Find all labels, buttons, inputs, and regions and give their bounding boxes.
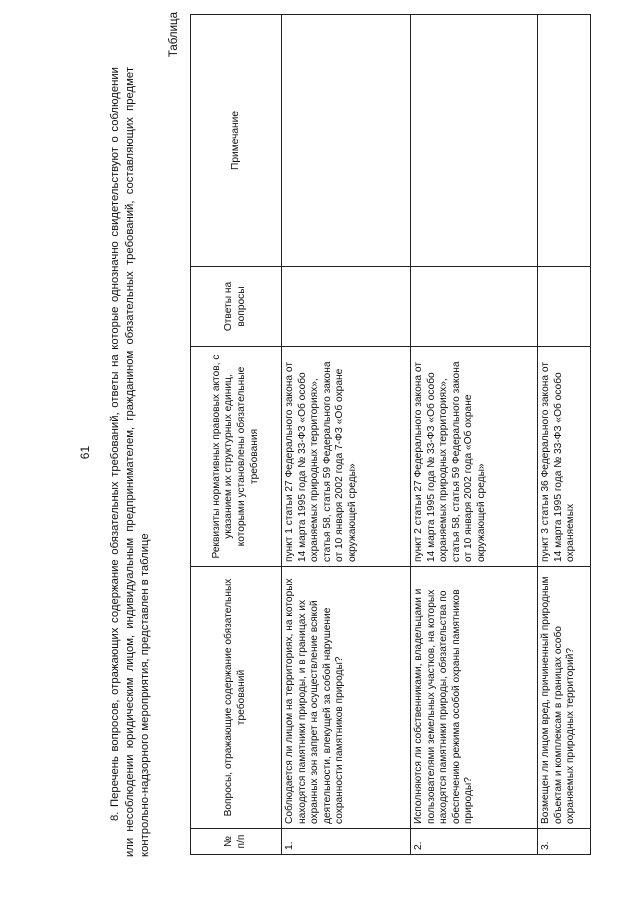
row-question: Исполняются ли собственниками, владельцами и пользователями земельных участков, на которых находятся памятники природы, обязательства по обеспечению режима особой охраны памятников природы? (411, 567, 538, 829)
row-acts: пункт 2 статьи 27 Федерального закона от 14 марта 1995 года № 33-ФЗ «Об особо охраняемых природных территориях», статья 58, статья 59 Федерального закона от 10 января 2002 года «Об охране окружающей среды» (411, 347, 538, 567)
table-row (282, 15, 411, 855)
header-acts: Реквизиты нормативных правовых актов, с указанием их структурных единиц, которыми установлены обязательные требования (191, 347, 282, 567)
table-row (538, 15, 591, 855)
row-answer[interactable] (282, 267, 411, 347)
row-note[interactable] (538, 15, 591, 267)
table-header-row (191, 15, 282, 855)
page-number: 61 (78, 445, 92, 460)
row-acts: пункт 3 статьи 36 Федерального закона от 14 марта 1995 года № 33-ФЗ «Об особо охраняемых (538, 347, 591, 567)
intro-text: 8. Перечень вопросов, отражающих содержание обязательных требований, ответы на которые однозначно свидетельствуют о соблюдении или несоблюдении юридическим лицом, индивидуальным предпринимателем, гражданином обязательных требований, составляющих предмет контрольно-надзорного мероприятия, представлен в таблице (109, 67, 151, 857)
header-answer: Ответы на вопросы (191, 267, 282, 347)
intro-paragraph (108, 67, 153, 857)
row-acts: пункт 1 статьи 27 Федерального закона от 14 марта 1995 года № 33-ФЗ «Об особо охраняемых природных территориях», статья 58, статья 59 Федерального закона от 10 января 2002 года 7-ФЗ «Об охране окружающей среды» (282, 347, 411, 567)
row-question: Возмещен ли лицом вред, причиненный природным объектам и комплексам в границах особо охраняемых природных территорий? (538, 567, 591, 829)
requirements-table (190, 14, 591, 855)
header-question: Вопросы, отражающие содержание обязательных требований (191, 567, 282, 829)
row-number: 3. (538, 829, 591, 855)
row-answer[interactable] (538, 267, 591, 347)
row-note[interactable] (411, 15, 538, 267)
row-number: 2. (411, 829, 538, 855)
table-caption: Таблица (168, 12, 180, 58)
header-note: Примечание (191, 15, 282, 267)
header-number: № п/п (191, 829, 282, 855)
row-number: 1. (282, 829, 411, 855)
table-row (411, 15, 538, 855)
row-answer[interactable] (411, 267, 538, 347)
row-note[interactable] (282, 15, 411, 267)
row-question: Соблюдается ли лицом на территориях, на которых находятся памятники природы, и в границах их охранных зон запрет на осуществление всякой деятельности, влекущей за собой нарушение сохранности памятников природы? (282, 567, 411, 829)
